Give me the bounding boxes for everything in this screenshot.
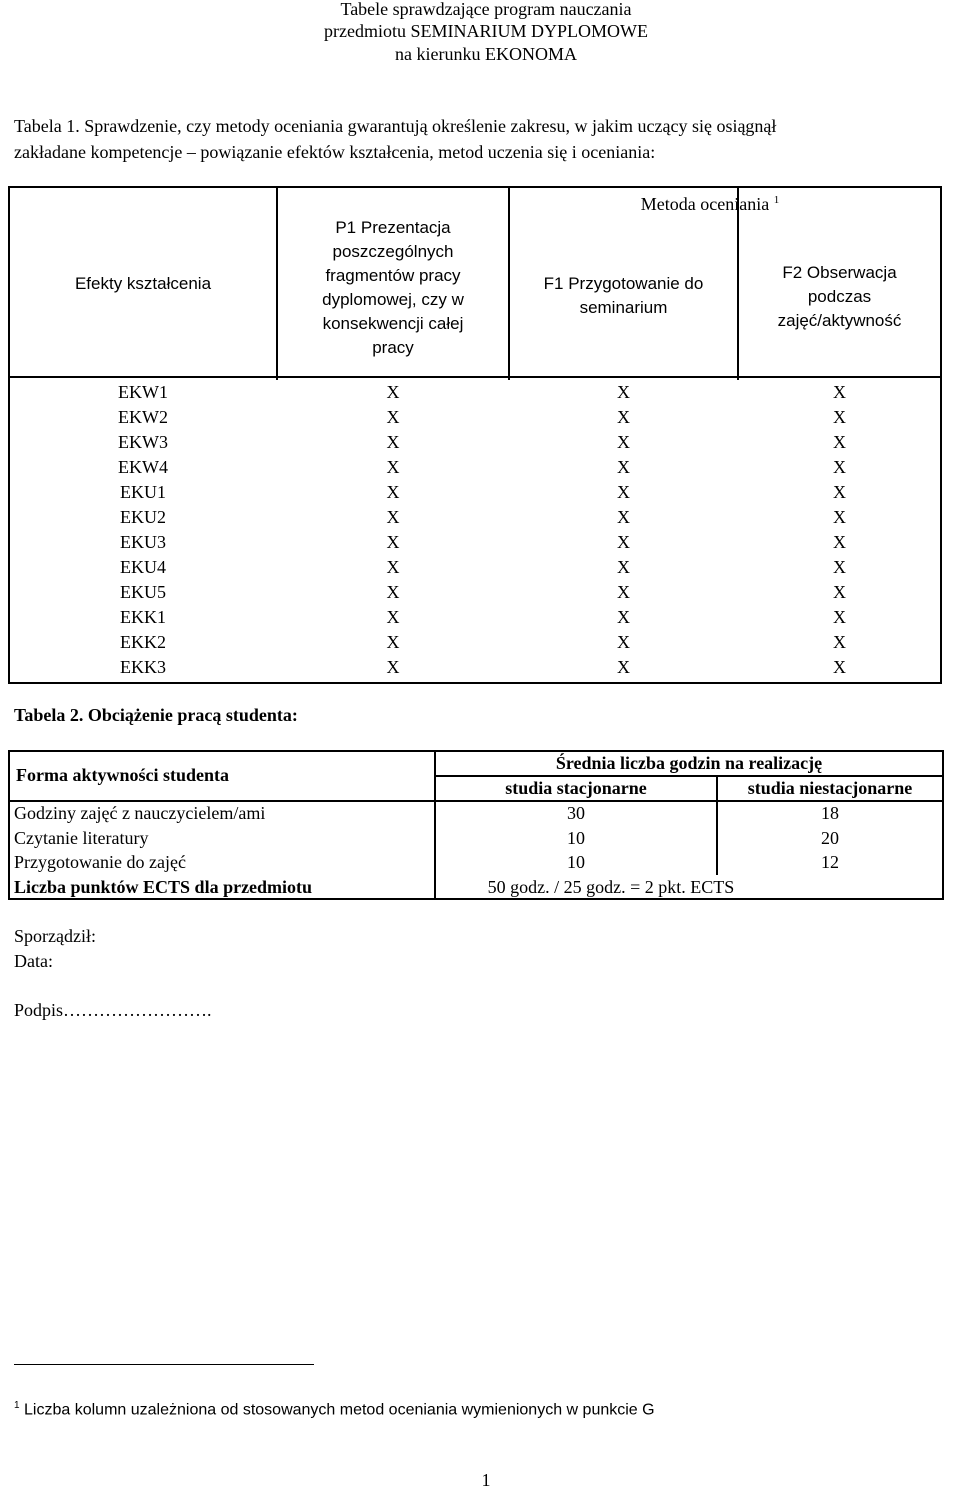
workload-row-label: Przygotowanie do zajęć <box>14 852 186 872</box>
workload-row-label: Godziny zajęć z nauczycielem/ami <box>14 803 266 823</box>
col-effects-header: Efekty kształcenia <box>74 274 212 293</box>
footnote <box>14 1400 655 1419</box>
workload-row-full-time: 10 <box>567 828 585 848</box>
method-header-label: Metoda oceniania <box>640 194 770 214</box>
method-mark-cell: X <box>833 382 846 402</box>
col-f2-header <box>739 261 940 333</box>
workload-row-part-time: 12 <box>821 852 839 872</box>
method-mark-cell: X <box>617 557 630 577</box>
method-mark-cell: X <box>386 407 400 427</box>
method-mark-cell: X <box>833 457 846 477</box>
col-part-time-header: studia niestacjonarne <box>747 778 913 798</box>
effect-code-cell: EKU3 <box>120 532 166 552</box>
workload-row-full-time: 10 <box>567 852 585 872</box>
effect-code-cell: EKU1 <box>120 482 166 502</box>
method-mark-cell: X <box>386 457 400 477</box>
col-p1-line: pracy <box>372 338 414 357</box>
signature-line: Podpis……………………. <box>14 1000 212 1020</box>
document-title-line-1: Tabele sprawdzające program nauczania <box>340 0 632 19</box>
col-f2-line: F2 Obserwacja <box>782 263 897 282</box>
table-row <box>10 555 940 580</box>
col-f2-line: zajęć/aktywność <box>777 311 902 330</box>
table1-caption-line-1: Tabela 1. Sprawdzenie, czy metody oceniania gwarantują określenie zakresu, w jakim uczący się osiągnął <box>14 116 777 136</box>
method-mark-cell: X <box>833 632 846 652</box>
col-p1-line: dyplomowej, czy w <box>322 290 464 309</box>
method-mark-cell: X <box>833 507 846 527</box>
table-row <box>10 505 940 530</box>
col-f1-header <box>510 272 737 320</box>
effect-code-cell: EKU5 <box>120 582 166 602</box>
col-f2-line: podczas <box>807 287 872 306</box>
method-mark-cell: X <box>386 482 400 502</box>
col-f1-line: F1 Przygotowanie do <box>543 274 704 293</box>
col-avg-hours-header: Średnia liczba godzin na realizację <box>555 753 823 773</box>
method-mark-cell: X <box>833 532 846 552</box>
method-mark-cell: X <box>386 607 400 627</box>
table-row <box>10 380 940 405</box>
method-mark-cell: X <box>833 432 846 452</box>
effect-code-cell: EKW3 <box>118 432 168 452</box>
col-p1-line: poszczególnych <box>332 242 454 261</box>
method-mark-cell: X <box>617 632 630 652</box>
method-mark-cell: X <box>386 532 400 552</box>
footnote-separator <box>14 1364 314 1365</box>
col-p1-header <box>278 216 508 360</box>
workload-row-part-time: 18 <box>821 803 839 823</box>
effect-code-cell: EKW2 <box>118 407 168 427</box>
method-mark-cell: X <box>833 582 846 602</box>
document-title-line-3: na kierunku EKONOMA <box>395 44 577 64</box>
table1-caption-line-2: zakładane kompetencje – powiązanie efektów kształcenia, metod uczenia się i oceniania: <box>14 142 656 162</box>
workload-row-part-time: 20 <box>821 828 839 848</box>
table-row <box>10 405 940 430</box>
workload-table <box>8 750 944 900</box>
table-border <box>8 750 10 900</box>
effect-code-cell: EKU4 <box>120 557 166 577</box>
table-row <box>10 430 940 455</box>
method-mark-cell: X <box>386 582 400 602</box>
method-mark-cell: X <box>617 532 630 552</box>
method-mark-cell: X <box>386 632 400 652</box>
method-mark-cell: X <box>617 407 630 427</box>
col-p1-line: fragmentów pracy <box>325 266 461 285</box>
col-f1-line: seminarium <box>579 298 668 317</box>
method-mark-cell: X <box>617 607 630 627</box>
method-mark-cell: X <box>386 382 400 402</box>
method-mark-cell: X <box>386 657 400 677</box>
table-row <box>10 480 940 505</box>
table-row <box>10 580 940 605</box>
table-border <box>942 750 944 900</box>
effect-code-cell: EKK1 <box>120 607 166 627</box>
workload-row-label: Czytanie literatury <box>14 828 149 848</box>
table-row <box>10 605 940 630</box>
page-number: 1 <box>481 1470 491 1490</box>
col-p1-line: P1 Prezentacja <box>335 218 451 237</box>
method-mark-cell: X <box>617 382 630 402</box>
effect-code-cell: EKK3 <box>120 657 166 677</box>
ects-label: Liczba punktów ECTS dla przedmiotu <box>14 877 313 897</box>
table-row <box>10 630 940 655</box>
effect-code-cell: EKW1 <box>118 382 168 402</box>
method-mark-cell: X <box>833 607 846 627</box>
method-mark-cell: X <box>386 432 400 452</box>
method-mark-cell: X <box>833 557 846 577</box>
method-mark-cell: X <box>386 557 400 577</box>
assessment-methods-table-body <box>8 378 942 684</box>
method-mark-cell: X <box>617 582 630 602</box>
effect-code-cell: EKK2 <box>120 632 166 652</box>
table2-caption: Tabela 2. Obciążenie pracą studenta: <box>14 705 298 725</box>
method-header <box>480 188 940 216</box>
method-mark-cell: X <box>386 507 400 527</box>
date-label: Data: <box>14 951 53 971</box>
method-mark-cell: X <box>833 482 846 502</box>
workload-row-full-time: 30 <box>567 803 585 823</box>
method-mark-cell: X <box>617 482 630 502</box>
method-mark-cell: X <box>833 657 846 677</box>
method-mark-cell: X <box>617 457 630 477</box>
col-activity-header: Forma aktywności studenta <box>16 765 230 785</box>
assessment-methods-table-header <box>8 186 942 378</box>
col-full-time-header: studia stacjonarne <box>505 778 647 798</box>
footnote-text: Liczba kolumn uzależniona od stosowanych metod oceniania wymienionych w punkcie G <box>24 1401 655 1419</box>
ects-value: 50 godz. / 25 godz. = 2 pkt. ECTS <box>487 877 735 897</box>
table-row <box>10 655 940 680</box>
table-row <box>10 455 940 480</box>
effect-code-cell: EKW4 <box>118 457 168 477</box>
table-row <box>10 530 940 555</box>
method-mark-cell: X <box>617 657 630 677</box>
prepared-by-label: Sporządził: <box>14 926 96 946</box>
footnote-reference: 1 <box>773 194 780 206</box>
col-p1-line: konsekwencji całej <box>322 314 464 333</box>
footnote-mark: 1 <box>14 1400 20 1411</box>
method-mark-cell: X <box>617 432 630 452</box>
method-mark-cell: X <box>833 407 846 427</box>
document-title-line-2: przedmiotu SEMINARIUM DYPLOMOWE <box>324 21 648 41</box>
method-mark-cell: X <box>617 507 630 527</box>
effect-code-cell: EKU2 <box>120 507 166 527</box>
